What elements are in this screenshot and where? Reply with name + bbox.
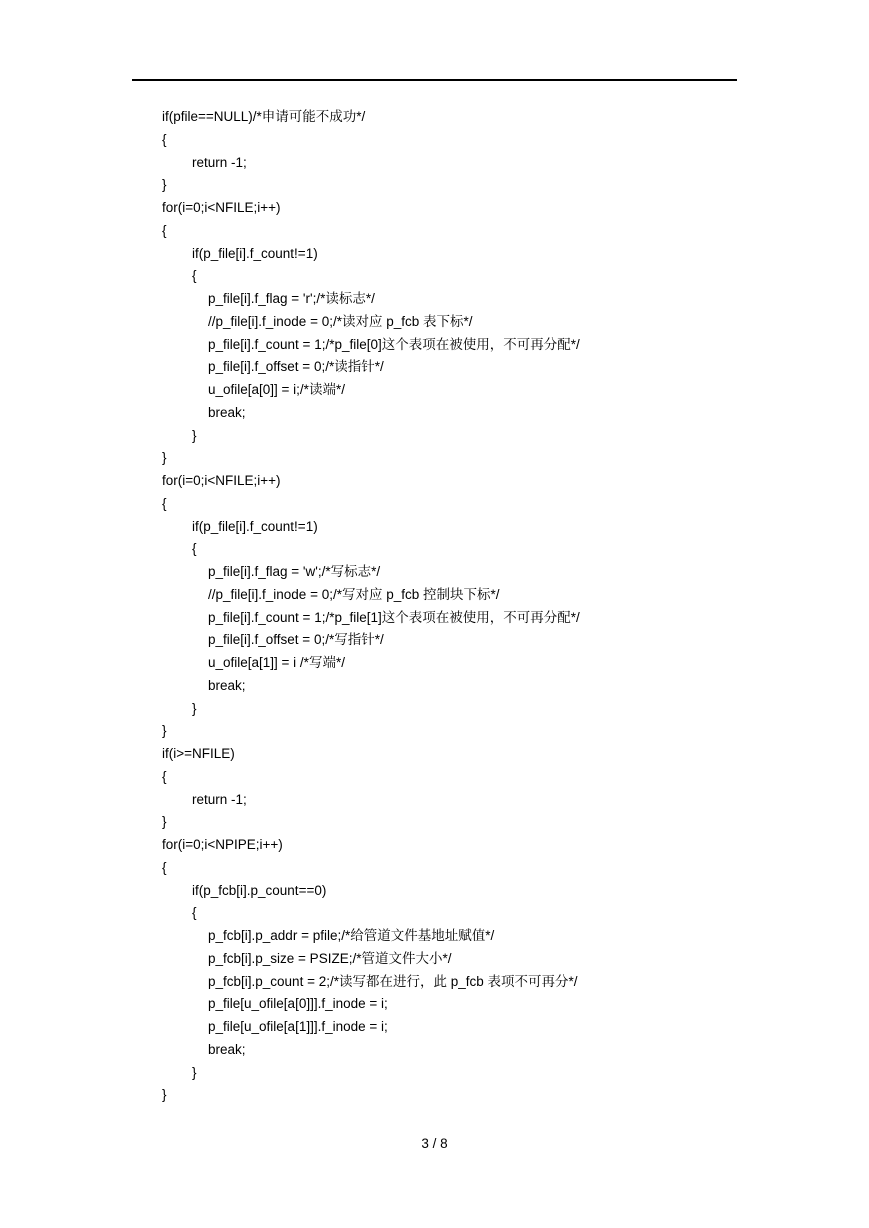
code-line: p_file[u_ofile[a[1]]].f_inode = i; xyxy=(208,1019,388,1034)
code-line: break; xyxy=(208,1041,246,1057)
code-line: { xyxy=(162,768,167,784)
code-line: for(i=0;i<NFILE;i++) xyxy=(162,473,281,488)
code-line: } xyxy=(162,177,167,193)
code-line: //p_file[i].f_inode = 0;/*写对应 p_fcb 控制块下标*/ xyxy=(208,586,500,602)
code-line: { xyxy=(162,495,167,511)
code-line: //p_file[i].f_inode = 0;/*读对应 p_fcb 表下标*/ xyxy=(208,313,473,329)
code-line: } xyxy=(192,700,197,716)
code-line: p_fcb[i].p_count = 2;/*读写都在进行，此 p_fcb 表项不可再分*/ xyxy=(208,973,578,989)
code-line: if(i>=NFILE) xyxy=(162,746,235,761)
code-line: { xyxy=(192,268,197,284)
code-line: } xyxy=(162,723,167,739)
code-line: { xyxy=(162,131,167,147)
code-line: { xyxy=(162,859,167,875)
code-line: if(pfile==NULL)/*申请可能不成功*/ xyxy=(162,109,366,124)
code-line: p_file[i].f_offset = 0;/*读指针*/ xyxy=(208,359,384,375)
code-block xyxy=(162,106,580,1107)
code-line: if(p_file[i].f_count!=1) xyxy=(192,245,318,261)
code-line: for(i=0;i<NPIPE;i++) xyxy=(162,837,283,852)
code-line: p_fcb[i].p_size = PSIZE;/*管道文件大小*/ xyxy=(208,950,452,966)
code-line: } xyxy=(192,427,197,443)
header-rule xyxy=(132,79,737,81)
code-line: p_file[u_ofile[a[0]]].f_inode = i; xyxy=(208,996,388,1012)
code-line: return -1; xyxy=(192,154,247,170)
page-number: 3 / 8 xyxy=(421,1136,448,1151)
code-line: break; xyxy=(208,404,246,420)
code-line: for(i=0;i<NFILE;i++) xyxy=(162,200,281,215)
code-line: } xyxy=(162,450,167,466)
code-line: if(p_fcb[i].p_count==0) xyxy=(192,882,327,898)
code-line: } xyxy=(162,1087,167,1103)
code-line: { xyxy=(192,541,197,557)
code-line: { xyxy=(162,222,167,238)
code-line: u_ofile[a[1]] = i /*写端*/ xyxy=(208,655,345,670)
code-line: p_file[i].f_count = 1;/*p_file[0]这个表项在被使用，不可再分配*/ xyxy=(208,336,580,352)
code-line: if(p_file[i].f_count!=1) xyxy=(192,518,318,534)
code-line: { xyxy=(192,905,197,921)
code-line: p_file[i].f_offset = 0;/*写指针*/ xyxy=(208,632,384,648)
code-line: p_file[i].f_flag = 'r';/*读标志*/ xyxy=(208,291,375,306)
code-line: p_file[i].f_flag = 'w';/*写标志*/ xyxy=(208,564,381,579)
code-line: u_ofile[a[0]] = i;/*读端*/ xyxy=(208,382,345,397)
code-line: return -1; xyxy=(192,791,247,807)
code-line: } xyxy=(162,814,167,830)
code-line: } xyxy=(192,1064,197,1080)
code-line: break; xyxy=(208,677,246,693)
code-line: p_fcb[i].p_addr = pfile;/*给管道文件基地址赋值*/ xyxy=(208,928,495,943)
code-line: p_file[i].f_count = 1;/*p_file[1]这个表项在被使用，不可再分配*/ xyxy=(208,609,580,625)
